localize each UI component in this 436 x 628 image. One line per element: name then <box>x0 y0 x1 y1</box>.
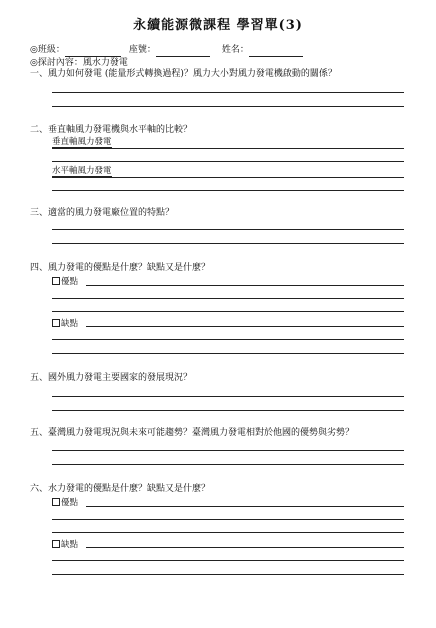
answer-line[interactable] <box>52 353 404 354</box>
answer-line[interactable] <box>52 106 404 107</box>
pros-checkbox[interactable] <box>52 498 60 506</box>
answer-line[interactable] <box>52 311 404 312</box>
answer-line[interactable] <box>52 298 404 299</box>
question-6: 五、臺灣風力發電現況與未來可能趨勢？臺灣風力發電相對於他國的優勢與劣勢？ <box>30 428 355 438</box>
question-4: 四、風力發電的優點是什麼？缺點又是什麼？ <box>30 263 211 273</box>
answer-line[interactable] <box>52 450 404 451</box>
answer-line[interactable] <box>52 410 404 411</box>
worksheet-title: 永續能源微課程 學習單(3) <box>133 18 303 33</box>
name-label: 姓名： <box>221 45 249 55</box>
answer-line[interactable] <box>52 396 404 397</box>
student-info-row <box>30 44 303 57</box>
pros-checkbox[interactable] <box>52 277 60 285</box>
name-field[interactable] <box>249 46 303 57</box>
answer-line[interactable] <box>86 285 404 286</box>
horizontal-axis-label: 水平軸風力發電 <box>52 166 112 176</box>
cons-checkbox[interactable] <box>52 540 60 548</box>
cons-row <box>52 538 78 550</box>
class-field[interactable] <box>65 46 121 57</box>
question-7: 六、水力發電的優點是什麼？缺點又是什麼？ <box>30 484 211 494</box>
vertical-axis-label: 垂直軸風力發電 <box>52 137 112 147</box>
answer-line[interactable] <box>86 326 404 327</box>
answer-line[interactable] <box>52 519 404 520</box>
question-3: 三、適當的風力發電廠位置的特點？ <box>30 208 175 218</box>
topic-label: ◎探討內容：風水力發電 <box>30 58 128 68</box>
answer-line[interactable] <box>52 464 404 465</box>
answer-line[interactable] <box>52 92 404 93</box>
seat-label: 座號： <box>128 45 156 55</box>
seat-field[interactable] <box>156 46 210 57</box>
answer-line[interactable] <box>52 339 404 340</box>
answer-line[interactable] <box>52 243 404 244</box>
student-info-header <box>30 44 303 70</box>
cons-label: 缺點 <box>61 319 79 329</box>
answer-line[interactable] <box>52 532 404 533</box>
pros-row <box>52 496 78 508</box>
question-1: 一、風力如何發電 (能量形式轉換過程)？風力大小對風力發電機啟動的關係？ <box>30 69 337 79</box>
answer-line[interactable] <box>52 560 404 561</box>
answer-line[interactable] <box>52 161 404 162</box>
cons-row <box>52 317 78 329</box>
question-2: 二、垂直軸風力發電機與水平軸的比較？ <box>30 125 193 135</box>
pros-label: 優點 <box>61 277 79 287</box>
pros-label: 優點 <box>61 498 79 508</box>
answer-line[interactable] <box>52 229 404 230</box>
cons-checkbox[interactable] <box>52 319 60 327</box>
question-5: 五、國外風力發電主要國家的發展現況？ <box>30 373 193 383</box>
class-label: ◎班級： <box>30 45 65 55</box>
answer-line[interactable] <box>52 148 404 149</box>
cons-label: 缺點 <box>61 540 79 550</box>
pros-row <box>52 275 78 287</box>
answer-line[interactable] <box>86 547 404 548</box>
answer-line[interactable] <box>86 506 404 507</box>
answer-line[interactable] <box>52 177 404 178</box>
answer-line[interactable] <box>52 574 404 575</box>
answer-line[interactable] <box>52 190 404 191</box>
